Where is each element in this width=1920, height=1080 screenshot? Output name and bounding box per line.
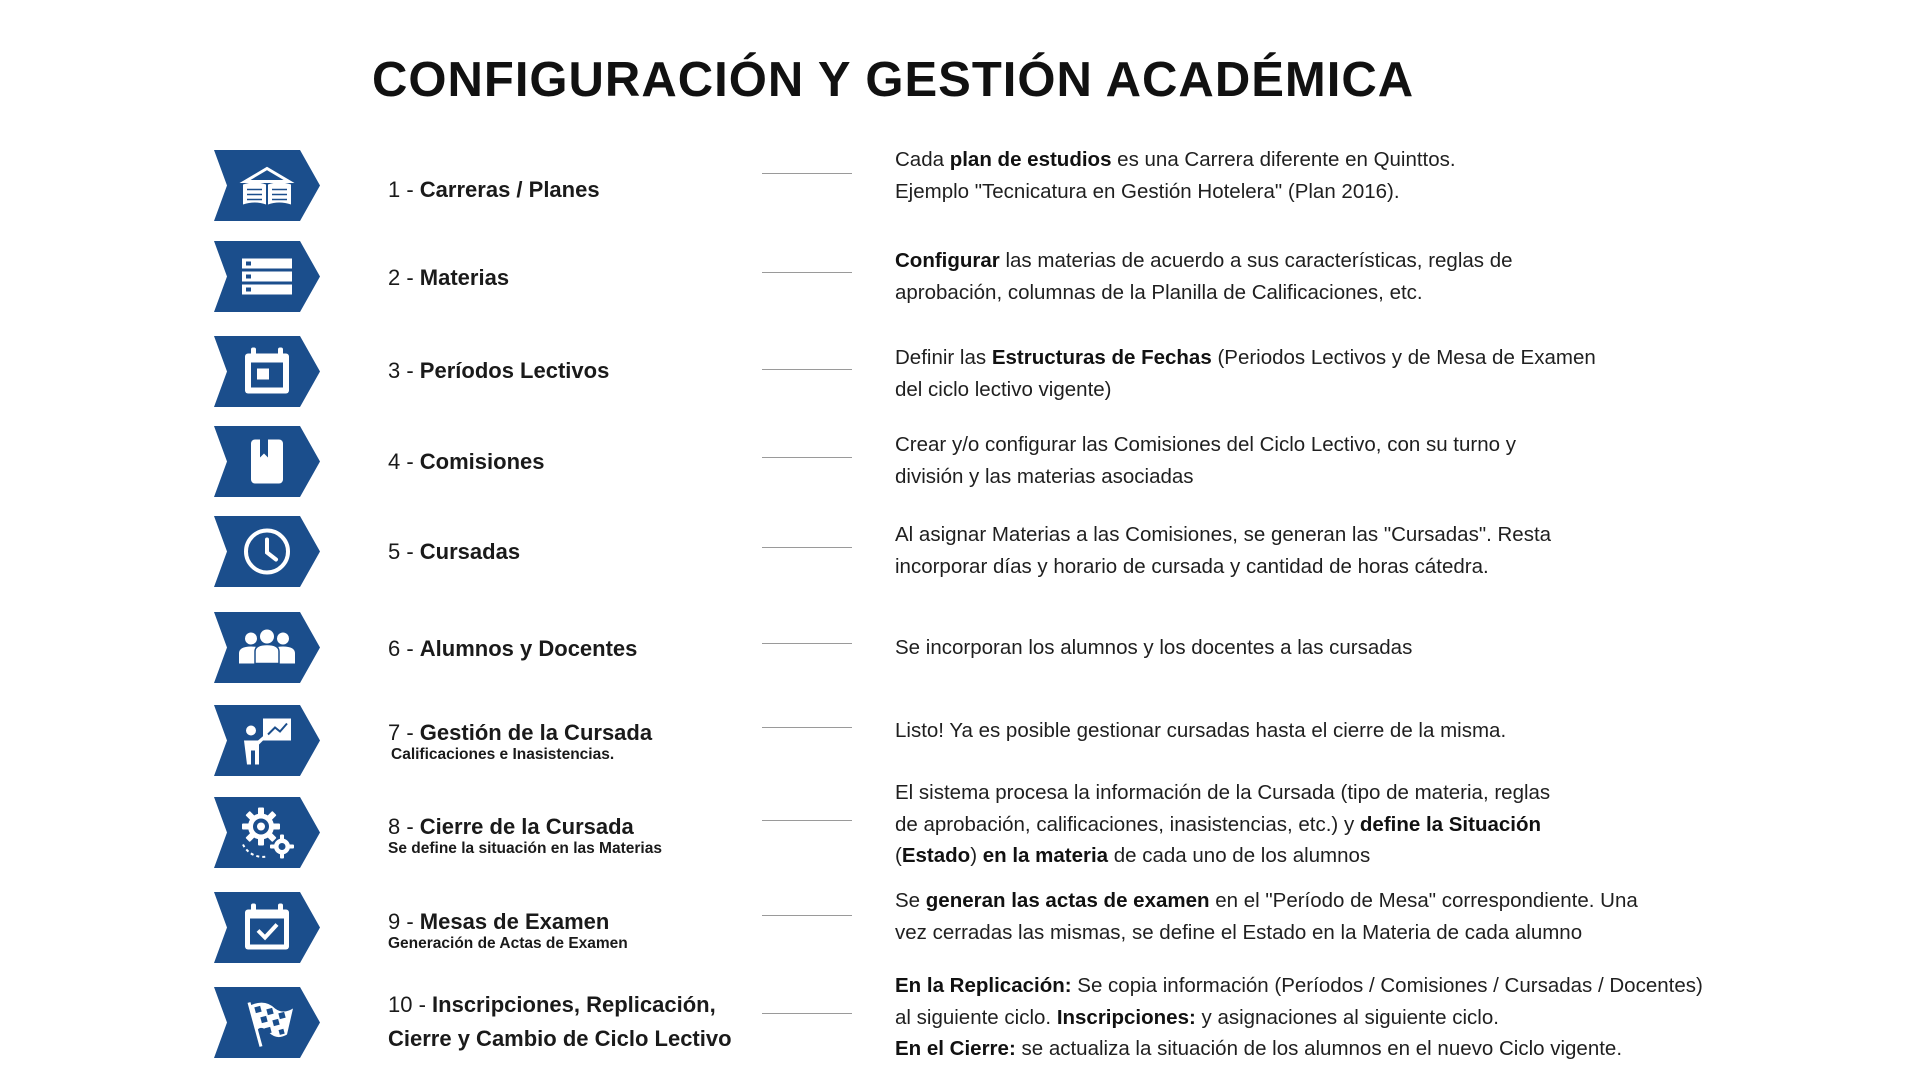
step-label	[388, 173, 600, 207]
step-title: Inscripciones, Replicación,	[432, 992, 716, 1017]
description-line: aprobación, columnas de la Planilla de Calificaciones, etc.	[895, 280, 1423, 304]
step-label	[388, 988, 732, 1056]
step-subtitle: Generación de Actas de Examen	[388, 935, 628, 952]
step-number: 4 -	[388, 449, 420, 474]
description-line: En el Cierre: se actualiza la situación de los alumnos en el nuevo Ciclo vigente.	[895, 1037, 1623, 1060]
step-chevron	[214, 241, 320, 312]
step-number: 9 -	[388, 909, 420, 934]
step-label	[388, 354, 609, 388]
step-subtitle: Se define la situación en las Materias	[388, 840, 662, 857]
step-label	[388, 716, 652, 763]
connector-line	[762, 369, 852, 370]
description-line: Cada plan de estudios es una Carrera diferente en Quinttos.	[895, 148, 1456, 171]
description-line: Ejemplo "Tecnicatura en Gestión Hotelera" (Plan 2016).	[895, 179, 1400, 203]
step-chevron	[214, 797, 320, 868]
step-chevron	[214, 336, 320, 407]
calendar-check-icon	[245, 904, 289, 950]
connector-line	[762, 272, 852, 273]
description-line: del ciclo lectivo vigente)	[895, 377, 1112, 401]
step-chevron	[214, 516, 320, 587]
step-description	[895, 632, 1775, 664]
step-label	[388, 445, 545, 479]
step-label	[388, 535, 520, 569]
step-description	[895, 885, 1775, 948]
description-line: Se generan las actas de examen en el "Período de Mesa" correspondiente. Una	[895, 889, 1638, 912]
step-chevron	[214, 705, 320, 776]
step-chevron	[214, 612, 320, 683]
step-chevron	[214, 426, 320, 497]
connector-line	[762, 457, 852, 458]
step-number: 6 -	[388, 636, 420, 661]
description-line: incorporar días y horario de cursada y cantidad de horas cátedra.	[895, 554, 1489, 578]
step-number: 5 -	[388, 539, 420, 564]
description-line: Crear y/o configurar las Comisiones del Ciclo Lectivo, con su turno y	[895, 433, 1516, 456]
step-title: Gestión de la Cursada	[419, 720, 653, 745]
step-title: Mesas de Examen	[419, 909, 610, 934]
connector-line	[762, 820, 852, 821]
step-title: Materias	[419, 265, 510, 290]
bookmark-book-icon	[251, 440, 283, 484]
description-line: El sistema procesa la información de la Cursada (tipo de materia, reglas	[895, 781, 1551, 804]
step-description	[895, 429, 1775, 492]
step-subtitle: Calificaciones e Inasistencias.	[391, 746, 615, 763]
step-label	[388, 261, 509, 295]
calendar-icon	[245, 348, 289, 394]
connector-line	[762, 727, 852, 728]
description-line: Se incorporan los alumnos y los docentes a las cursadas	[895, 636, 1413, 659]
page-title: CONFIGURACIÓN Y GESTIÓN ACADÉMICA	[372, 53, 1415, 107]
description-line: al siguiente ciclo. Inscripciones: y asignaciones al siguiente ciclo.	[895, 1005, 1499, 1029]
step-label	[388, 810, 662, 857]
description-line: división y las materias asociadas	[895, 464, 1194, 488]
step-number: 10 -	[388, 992, 433, 1017]
step-chevron	[214, 987, 320, 1058]
step-title: Alumnos y Docentes	[419, 636, 638, 661]
description-line: Listo! Ya es posible gestionar cursadas hasta el cierre de la misma.	[895, 719, 1507, 742]
step-description	[895, 715, 1775, 747]
connector-line	[762, 547, 852, 548]
step-number: 2 -	[388, 265, 420, 290]
list-icon	[242, 259, 292, 295]
connector-line	[762, 643, 852, 644]
step-description	[895, 144, 1775, 207]
step-chevron	[214, 150, 320, 221]
description-line: de aprobación, calificaciones, inasistencias, etc.) y define la Situación	[895, 812, 1542, 836]
description-line: Al asignar Materias a las Comisiones, se generan las "Cursadas". Resta	[895, 523, 1552, 546]
step-description	[895, 519, 1775, 582]
step-description	[895, 777, 1775, 872]
description-line: Definir las Estructuras de Fechas (Periodos Lectivos y de Mesa de Examen	[895, 346, 1596, 369]
step-title-line2: Cierre y Cambio de Ciclo Lectivo	[388, 1026, 732, 1051]
step-description	[895, 970, 1775, 1065]
step-title: Períodos Lectivos	[419, 358, 610, 383]
step-description	[895, 342, 1775, 405]
connector-line	[762, 173, 852, 174]
step-title: Carreras / Planes	[419, 177, 600, 202]
connector-line	[762, 1013, 852, 1014]
step-description	[895, 245, 1775, 308]
step-title: Cursadas	[419, 539, 521, 564]
description-line: vez cerradas las mismas, se define el Estado en la Materia de cada alumno	[895, 920, 1583, 944]
step-number: 8 -	[388, 814, 420, 839]
step-label	[388, 632, 637, 666]
step-title: Comisiones	[419, 449, 545, 474]
step-chevron	[214, 892, 320, 963]
step-label	[388, 905, 628, 952]
description-line: Configurar las materias de acuerdo a sus características, reglas de	[895, 249, 1513, 272]
description-line: (Estado) en la materia de cada uno de los alumnos	[895, 844, 1371, 867]
step-number: 7 -	[388, 720, 420, 745]
description-line: En la Replicación: Se copia información (Períodos / Comisiones / Cursadas / Docentes)	[895, 974, 1703, 997]
connector-line	[762, 915, 852, 916]
step-number: 1 -	[388, 177, 420, 202]
step-title: Cierre de la Cursada	[419, 814, 634, 839]
step-number: 3 -	[388, 358, 420, 383]
